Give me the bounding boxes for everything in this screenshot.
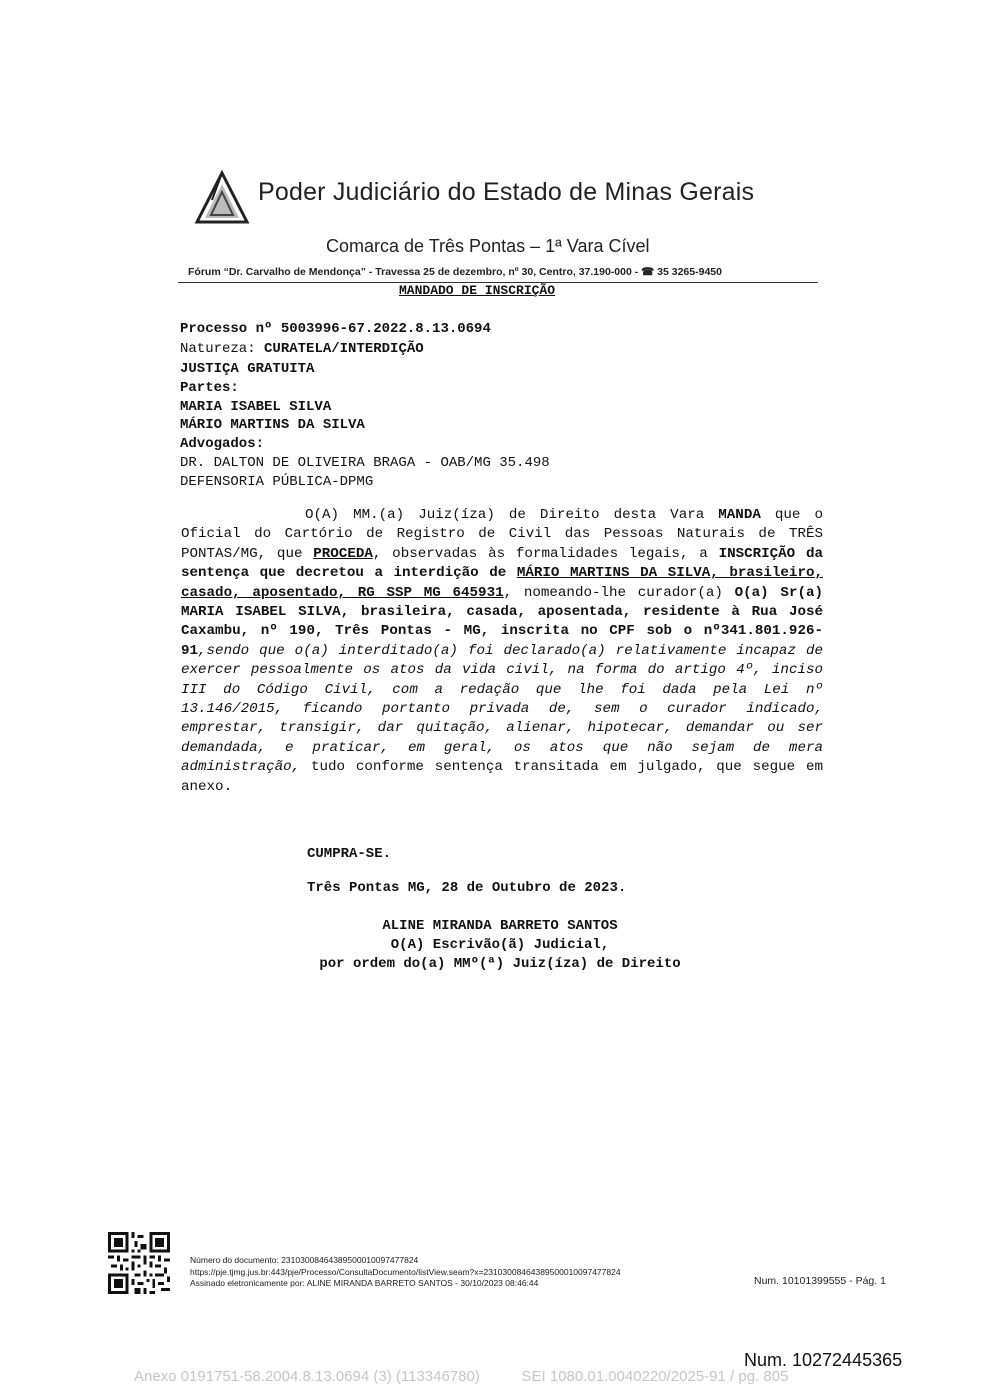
advogados-label: Advogados: (180, 436, 265, 452)
signature-block (280, 917, 720, 974)
signed-by: Assinado eletronicamente por: ALINE MIRANDA BARRETO SANTOS - 30/10/2023 08:46:44 (190, 1278, 539, 1288)
body-text-segment: que o Oficial do Cartório de Registro de Civil das Pessoas Naturais de TRÊS PONTAS/MG, que (181, 507, 823, 562)
body-text-segment: , nomeando-lhe curador(a) (503, 584, 735, 601)
signer-order: por ordem do(a) MMº(ª) Juiz(íza) de Direito (319, 956, 681, 972)
processo-number: 5003996-67.2022.8.13.0694 (280, 321, 491, 337)
page-number: Num. 10101399555 - Pág. 1 (754, 1275, 886, 1287)
partes-label: Partes: (180, 380, 239, 396)
date-line: Três Pontas MG, 28 de Outubro de 2023. (307, 880, 627, 896)
annex-watermark: Anexo 0191751-58.2004.8.13.0694 (3) (113346780) SEI 1080.01.0040220/2025-91 / pg. 805 (134, 1368, 789, 1385)
body-text-inscricao: INSCRIÇÃO da sentença que decretou a interdição de (181, 545, 824, 582)
forum-address: Fórum “Dr. Carvalho de Mendonça” - Travessa 25 de dezembro, nº 30, Centro, 37.190-000 - ☎ 35 3265-9450 (188, 266, 722, 278)
qr-code-icon (108, 1232, 170, 1294)
comarca-subtitle: Comarca de Três Pontas – 1ª Vara Cível (326, 236, 650, 256)
footer-document-meta (190, 1255, 621, 1290)
justica-gratuita: JUSTIÇA GRATUITA (180, 361, 315, 377)
document-type-title: MANDADO DE INSCRIÇÃO (399, 283, 556, 298)
natureza-label: Natureza: (180, 341, 256, 357)
document-number: Número do documento: 23103008464389500010097477824 (190, 1255, 419, 1265)
cumpra-se: CUMPRA-SE. (307, 846, 392, 862)
processo-line (180, 320, 491, 339)
tjmg-logo-icon (194, 170, 250, 226)
court-title: Poder Judiciário do Estado de Minas Gerais (258, 178, 755, 206)
party-name: MARIA ISABEL SILVA (180, 399, 332, 415)
natureza-line (180, 340, 424, 359)
body-text-proceda: PROCEDA (313, 545, 373, 562)
document-url[interactable]: https://pje.tjmg.jus.br:443/pje/Processo/ConsultaDocumento/listView.seam?x=23103008464389500010097477824 (190, 1266, 621, 1277)
interdicted-person: MÁRIO MARTINS DA SILVA, brasileiro, casado, aposentado, RG SSP MG 645931 (181, 565, 823, 601)
natureza-value: CURATELA/INTERDIÇÃO (264, 341, 424, 357)
mandate-paragraph (181, 506, 823, 797)
body-text-segment: , observadas às formalidades legais, a (372, 545, 719, 562)
party-name: MÁRIO MARTINS DA SILVA (180, 417, 365, 433)
lawyer-name: DEFENSORIA PÚBLICA-DPMG (180, 474, 374, 490)
signer-name: ALINE MIRANDA BARRETO SANTOS (382, 918, 618, 934)
lawyer-name: DR. DALTON DE OLIVEIRA BRAGA - OAB/MG 35.498 (180, 455, 550, 471)
curator-details: O(a) Sr(a) MARIA ISABEL SILVA, brasileira, casada, aposentada, residente à Rua José Caxambu, nº 190, Três Pontas - MG, inscrita no CPF sob o nº341.801.926-91 (181, 584, 824, 659)
body-text-segment: tudo conforme sentença transitada em julgado, que segue em anexo. (181, 759, 823, 795)
body-text-legal: ,sendo que o(a) interditado(a) foi declarado(a) relativamente incapaz de exercer pessoalmente os atos da vida civil, na forma do artigo 4º, inciso III do Código Civil, com a redação que lhe foi dada pela Lei nº 13.146/2015, ficando portanto privada de, sem o curador indicado, emprestar, transigir, dar quitação, alienar, hipotecar, demandar ou ser demandada, e praticar, em geral, os atos que não sejam de mera administração, (181, 642, 823, 776)
body-text-segment: O(A) MM.(a) Juiz(íza) de Direito desta Vara (305, 507, 719, 523)
mandate-body (181, 506, 823, 797)
stamp-number: Num. 10272445365 (744, 1350, 903, 1370)
processo-label: Processo nº (180, 321, 273, 337)
signer-role: O(A) Escrivão(ã) Judicial, (390, 937, 610, 953)
body-text-manda: MANDA (718, 507, 761, 523)
